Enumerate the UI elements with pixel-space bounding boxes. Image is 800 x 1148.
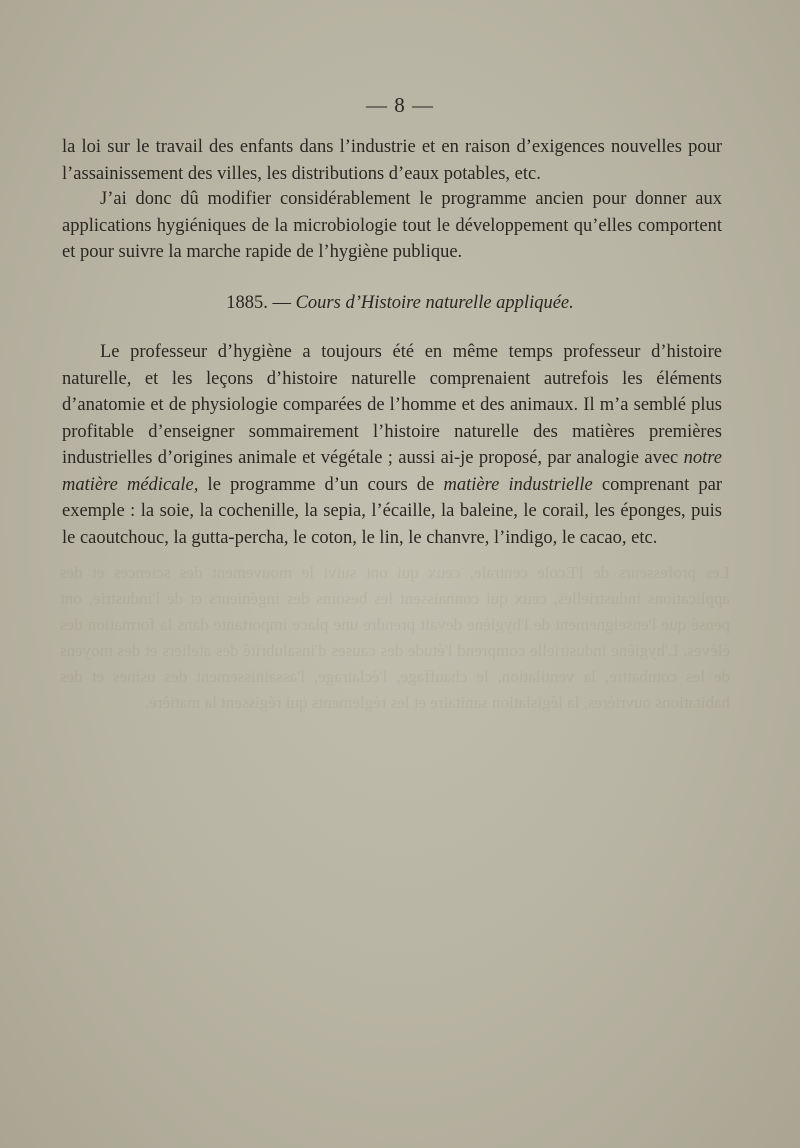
paragraph-3-text-3: comprenant par exemple : la soie, la cochenille, la sepia, l’écaille, la baleine, le corail, les éponges, puis le caoutchouc, la gutta-percha, le coton, le lin, le chanvre, l’indigo, le cacao, etc. <box>62 474 722 548</box>
section-title: Cours d’Histoire naturelle appliquée. <box>295 293 574 313</box>
section-heading <box>0 293 800 314</box>
bleed-through-text: Les professeurs de l'Ecole centrale, ceux qui ont suivi le mouvement des sciences et des applications industrielles, ceux qui connaissent les besoins des ingénieurs et de l'industrie, ont pensé que l'enseignement de l'hygiène devait prendre une place importante dans la formation des élèves. L'hygiène industrielle comprend l'étude des causes d'insalubrité des ateliers et des moyens de les combattre, la ventilation, le chauffage, l'éclairage, l'assainissement des usines et des habitations ouvrières, la législation sanitaire et les règlements qui régissent la matière. <box>60 563 730 712</box>
paragraph-3-italic-2: matière industrielle <box>443 474 593 495</box>
section-year: 1885. — <box>226 293 291 313</box>
paragraph-3-text-1: Le professeur d’hygiène a toujours été en même temps professeur d’histoire naturelle, et les leçons d’histoire naturelle comprenaient autrefois les éléments d’anatomie et de physiologie comparées de l’homme et des animaux. Il m’a semblé plus profitable d’enseigner sommairement l’histoire naturelle des matières premières industrielles d’origines animale et végétale ; aussi ai-je proposé, par analogie avec <box>62 342 722 468</box>
paragraph-3-italic-1: notre matière médicale, <box>62 448 722 495</box>
page-number: — 8 — <box>366 93 434 117</box>
paragraph-2: J’ai donc dû modifier considérablement le programme ancien pour donner aux applications hygiéniques de la microbiologie tout le développement qu’elles comportent et pour suivre la marche rapide de l’hygiène publique. <box>62 189 722 262</box>
paragraph-3-text-2: le programme d’un cours de <box>198 474 435 495</box>
paragraph-1: la loi sur le travail des enfants dans l’industrie et en raison d’exigences nouvelles pour l’assainissement des villes, les distributions d’eaux potables, etc. <box>62 137 722 184</box>
paragraph-3 <box>62 339 722 551</box>
